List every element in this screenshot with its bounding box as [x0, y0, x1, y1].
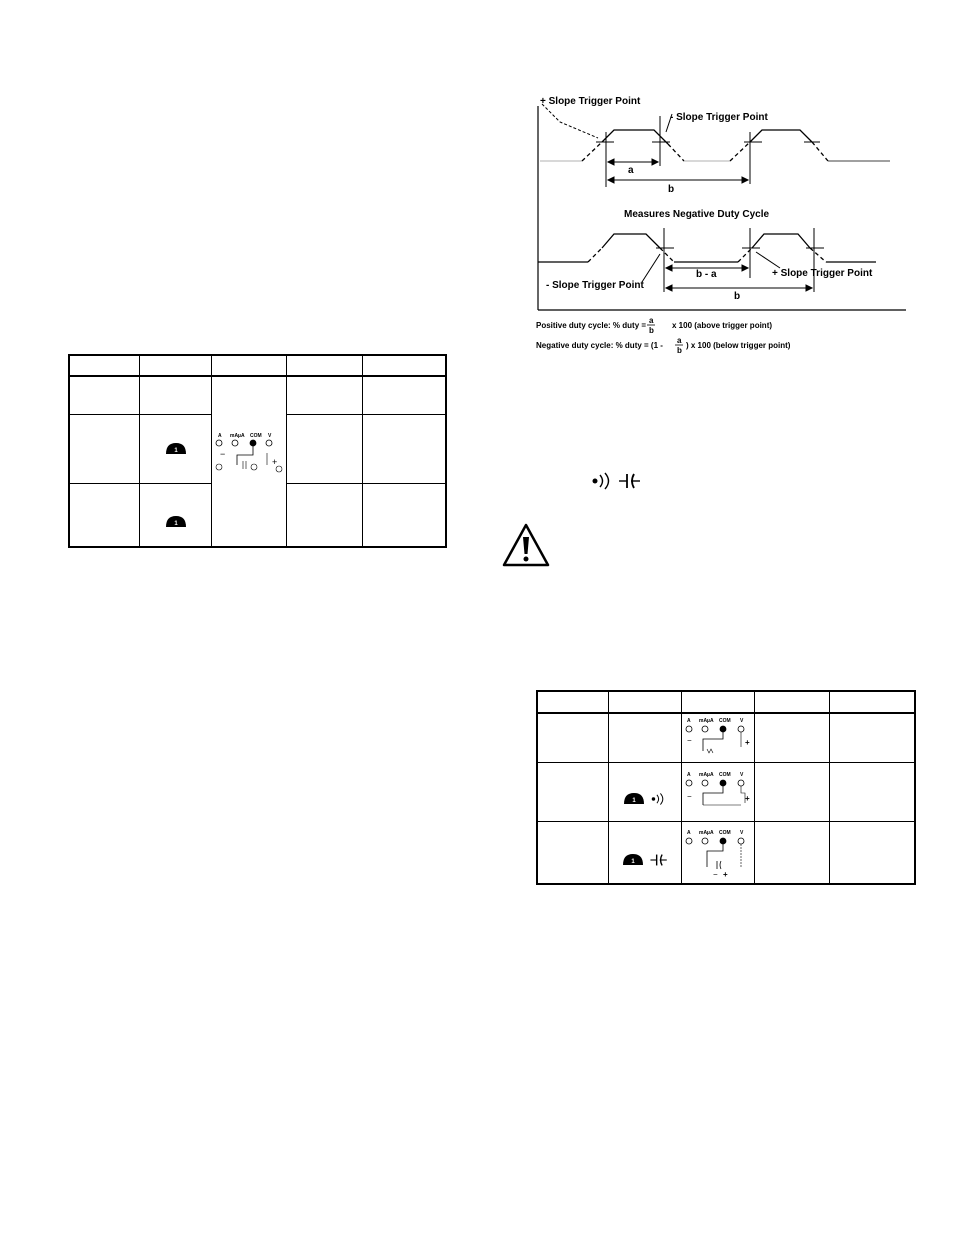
svg-text:a: a [677, 336, 682, 345]
svg-text:Positive duty cycle: % duty =: Positive duty cycle: % duty = [536, 321, 647, 330]
positive-slope-label-bottom: + Slope Trigger Point [772, 268, 873, 279]
function-key-1-icon [164, 515, 188, 529]
svg-text:A: A [686, 829, 691, 836]
table-row [538, 822, 915, 884]
svg-text:V: V [268, 433, 272, 440]
function-key-cell [140, 484, 212, 547]
terminal-diagram-cell [681, 763, 754, 822]
terminal-diagram-cell [681, 822, 754, 884]
warning-triangle-icon [502, 523, 550, 567]
svg-text:−: − [220, 449, 226, 460]
svg-text:1: 1 [174, 448, 178, 454]
table-header-cell [681, 692, 754, 713]
negative-waveform [538, 234, 876, 262]
svg-text:mAµA: mAµA [230, 433, 245, 440]
table-header-cell [538, 692, 609, 713]
svg-text:+: + [744, 737, 750, 747]
terminal-jack-diagram [683, 827, 753, 879]
table-header-cell [140, 356, 212, 376]
svg-text:V: V [739, 717, 743, 724]
terminal-jack-diagram [683, 769, 753, 815]
negative-slope-label-top: - Slope Trigger Point [670, 112, 768, 123]
table-header-cell [212, 356, 287, 376]
terminal-diagram-cell [681, 713, 754, 763]
svg-text:COM: COM [718, 829, 731, 836]
continuity-icon [590, 472, 616, 490]
capacitor-icon [649, 853, 669, 867]
interval-b-minus-a-label: b - a [696, 269, 717, 280]
table-header-cell [608, 692, 681, 713]
right-function-table [537, 691, 915, 884]
interval-b-label: b [668, 184, 675, 195]
duty-cycle-waveform [530, 92, 910, 362]
table-header-cell [287, 356, 362, 376]
svg-text:Negative duty cycle: % duty =: Negative duty cycle: % duty = (1 - [536, 341, 663, 350]
svg-text:b: b [677, 346, 682, 355]
negative-duty-formula [536, 336, 791, 355]
function-key-1-icon [622, 792, 646, 806]
svg-text:x 100 (above trigger point): x 100 (above trigger point) [672, 321, 773, 330]
svg-text:V: V [739, 829, 743, 836]
duty-cycle-diagram [530, 92, 910, 362]
svg-text:−: − [686, 792, 692, 801]
function-key-cell [608, 822, 681, 884]
svg-text:COM: COM [250, 433, 262, 440]
table-header-cell [830, 692, 915, 713]
table-header-cell [754, 692, 830, 713]
capacitor-icon [618, 472, 642, 490]
interval-b-bottom-label: b [734, 291, 741, 302]
svg-text:b: b [649, 326, 654, 335]
table-header-cell [70, 356, 140, 376]
svg-text:A: A [686, 717, 691, 724]
table-header-cell [362, 356, 445, 376]
terminal-jack-diagram [683, 715, 753, 761]
continuity-icon [650, 792, 668, 806]
svg-text:mAµA: mAµA [698, 772, 714, 778]
svg-text:−: − [686, 735, 692, 745]
svg-text:V: V [739, 772, 743, 778]
svg-text:COM: COM [718, 717, 731, 724]
svg-text:A: A [686, 772, 691, 778]
svg-text:) x 100 (below trigger point): ) x 100 (below trigger point) [686, 341, 791, 350]
svg-text:mAµA: mAµA [698, 717, 714, 724]
function-key-1-icon [621, 853, 645, 867]
svg-text:a: a [649, 316, 654, 325]
table-row [538, 713, 915, 763]
left-function-table [69, 355, 446, 547]
svg-text:−: − [712, 869, 718, 879]
svg-text:+: + [722, 869, 728, 879]
negative-slope-label-bottom: - Slope Trigger Point [546, 280, 644, 291]
svg-text:mAµA: mAµA [698, 829, 714, 836]
positive-slope-label: + Slope Trigger Point [540, 96, 641, 107]
table-row [538, 763, 915, 822]
interval-a-label: a [628, 165, 634, 176]
function-key-cell [140, 415, 212, 484]
svg-text:COM: COM [718, 772, 731, 778]
function-key-1-icon [164, 442, 188, 456]
svg-text:+: + [744, 794, 750, 803]
terminal-jack-diagram [212, 431, 286, 491]
function-key-cell [608, 763, 681, 822]
svg-text:+: + [272, 457, 278, 468]
table-row [70, 376, 446, 415]
negative-duty-heading: Measures Negative Duty Cycle [624, 209, 770, 220]
positive-duty-formula [536, 316, 772, 335]
svg-text:A: A [218, 433, 222, 440]
positive-waveform [540, 130, 890, 161]
svg-text:1: 1 [174, 521, 178, 527]
svg-text:1: 1 [630, 858, 635, 865]
terminal-diagram-cell [212, 376, 287, 547]
svg-text:1: 1 [631, 798, 636, 804]
